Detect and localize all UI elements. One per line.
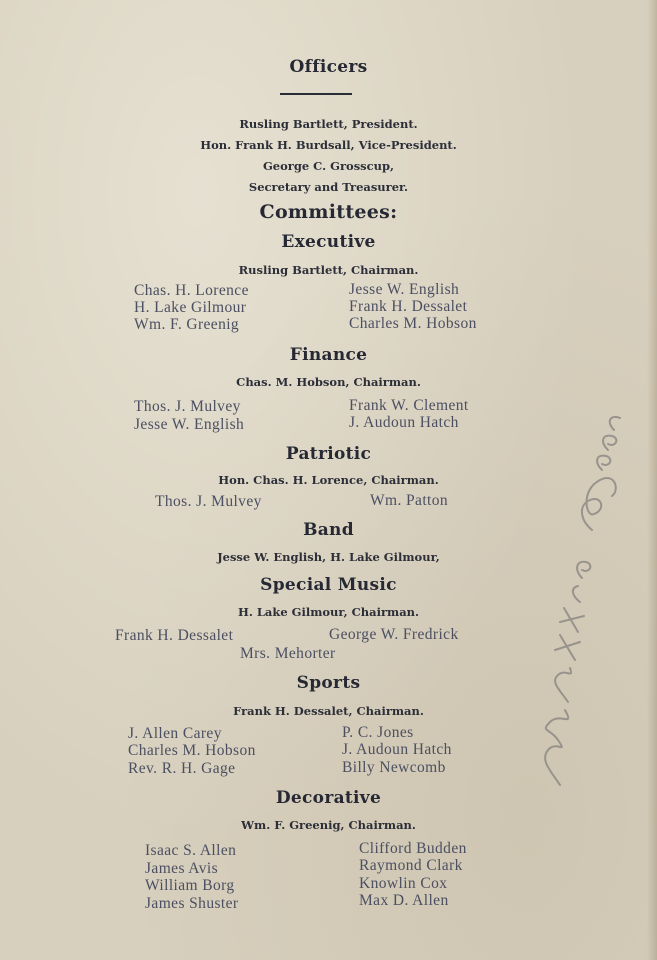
sports-member: J. Audoun Hatch	[342, 741, 452, 758]
executive-member: Jesse W. English	[349, 281, 460, 298]
finance-member: Thos. J. Mulvey	[134, 398, 241, 415]
patriotic-member: Thos. J. Mulvey	[155, 493, 262, 510]
special-music-member: Frank H. Dessalet	[115, 627, 234, 644]
executive-member: Chas. H. Lorence	[134, 282, 249, 299]
executive-member: Wm. F. Greenig	[134, 316, 240, 333]
officer-line: George C. Grosscup,	[262, 159, 395, 173]
decorative-member: James Avis	[145, 860, 219, 877]
patriotic-heading: Patriotic	[285, 444, 372, 464]
decorative-member: Raymond Clark	[359, 857, 463, 874]
finance-member: Jesse W. English	[134, 416, 245, 433]
decorative-member: Knowlin Cox	[359, 875, 448, 892]
patriotic-member: Wm. Patton	[370, 492, 449, 509]
finance-chairman: Chas. M. Hobson, Chairman.	[236, 375, 421, 389]
officer-line: Rusling Bartlett, President.	[239, 117, 418, 131]
executive-member: H. Lake Gilmour	[134, 299, 247, 316]
finance-heading: Finance	[289, 345, 368, 365]
pencil-signature	[520, 410, 635, 800]
officer-line: Hon. Frank H. Burdsall, Vice-President.	[200, 138, 457, 152]
decorative-member: Clifford Budden	[359, 840, 467, 857]
decorative-member: James Shuster	[145, 895, 239, 912]
sports-chairman: Frank H. Dessalet, Chairman.	[233, 704, 424, 718]
sports-heading: Sports	[296, 673, 361, 693]
decorative-member: Max D. Allen	[359, 892, 449, 909]
sports-member: Rev. R. H. Gage	[128, 760, 236, 777]
patriotic-chairman: Hon. Chas. H. Lorence, Chairman.	[218, 473, 439, 487]
special-music-member: George W. Fredrick	[329, 626, 459, 643]
executive-member: Frank H. Dessalet	[349, 298, 468, 315]
title-divider	[280, 93, 352, 95]
band-heading: Band	[303, 520, 354, 540]
sports-member: P. C. Jones	[342, 724, 414, 741]
band-members: Jesse W. English, H. Lake Gilmour,	[217, 550, 440, 564]
page-title: Officers	[289, 57, 368, 77]
decorative-heading: Decorative	[275, 788, 382, 808]
executive-chairman: Rusling Bartlett, Chairman.	[238, 263, 419, 277]
sports-member: Charles M. Hobson	[128, 742, 256, 759]
committees-heading: Committees:	[259, 201, 398, 223]
special-music-member: Mrs. Mehorter	[240, 645, 336, 662]
sports-member: J. Allen Carey	[128, 725, 222, 742]
finance-member: Frank W. Clement	[349, 397, 469, 414]
special-music-chairman: H. Lake Gilmour, Chairman.	[237, 605, 420, 619]
executive-heading: Executive	[281, 232, 376, 252]
executive-member: Charles M. Hobson	[349, 315, 477, 332]
decorative-chairman: Wm. F. Greenig, Chairman.	[241, 818, 416, 832]
decorative-member: William Borg	[145, 877, 235, 894]
finance-member: J. Audoun Hatch	[349, 414, 459, 431]
sports-member: Billy Newcomb	[342, 759, 446, 776]
officer-line: Secretary and Treasurer.	[248, 180, 409, 194]
decorative-member: Isaac S. Allen	[145, 842, 237, 859]
special-music-heading: Special Music	[260, 575, 397, 595]
